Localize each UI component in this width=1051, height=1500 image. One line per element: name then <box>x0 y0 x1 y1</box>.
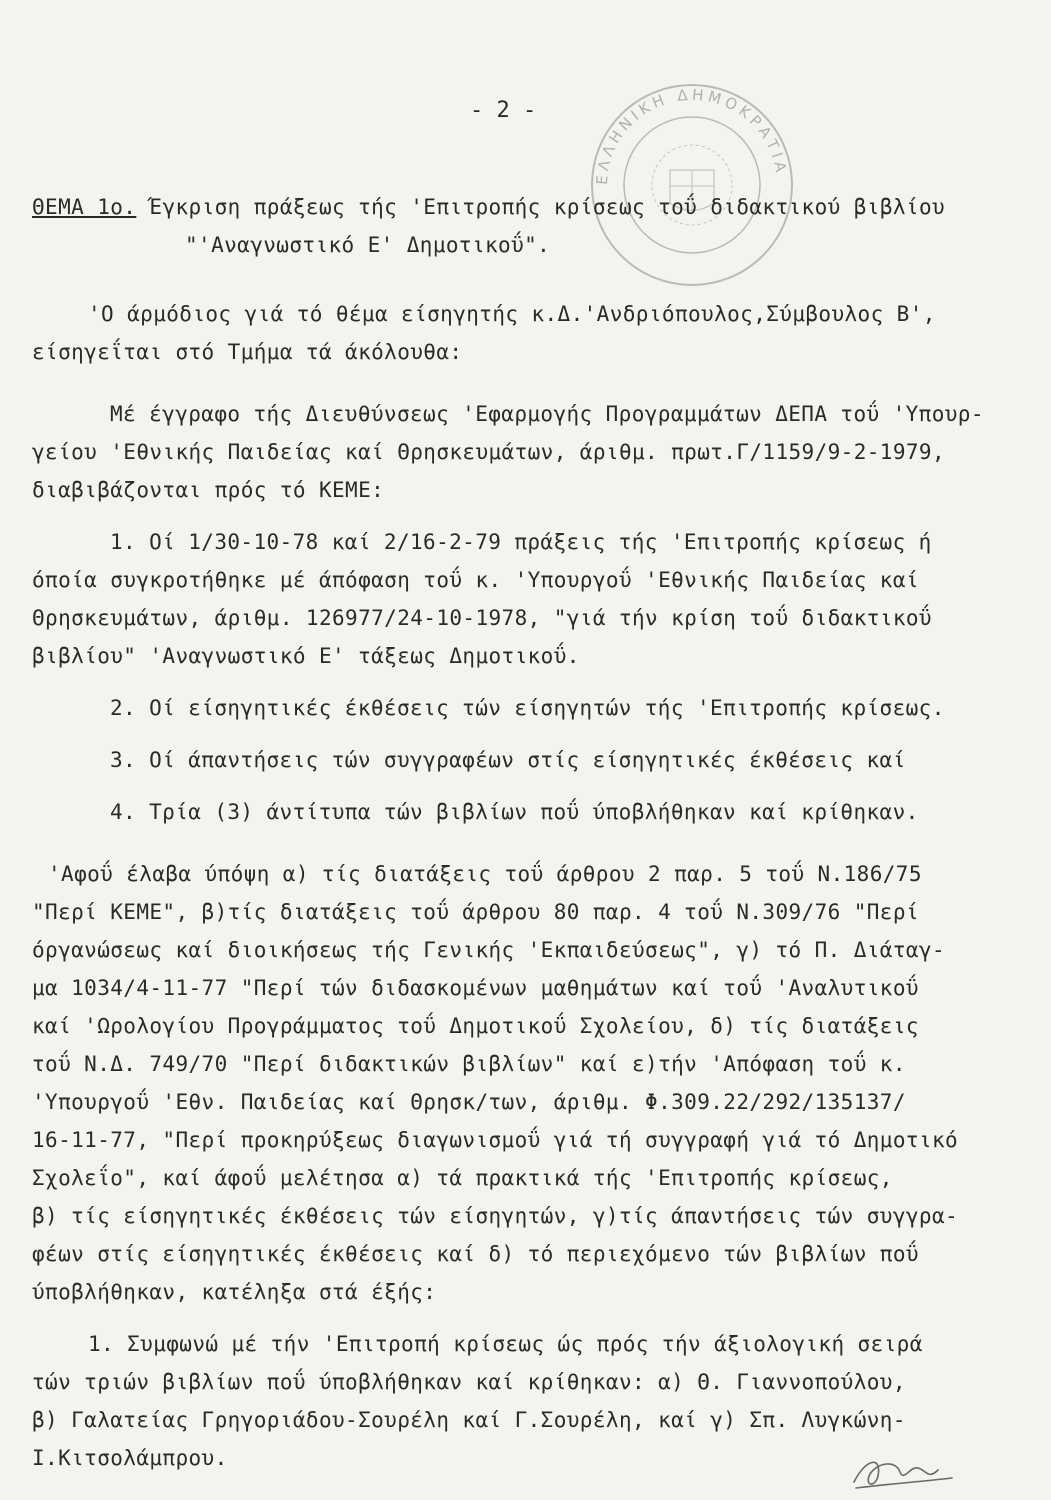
text-line: τοΰ Ν.Δ. 749/70 "Περί διδακτικών βιβλίων" καί ε)τήν 'Απόφαση τοΰ κ. <box>32 1052 906 1076</box>
text-line: φέων στίς είσηγητικές έκθέσεις καί δ) τό περιεχόμενο τών βιβλίων ποΰ <box>32 1242 919 1266</box>
text-line: 'Αφοΰ έλαβα ύπόψη α) τίς διατάξεις τοΰ άρθρου 2 παρ. 5 τοΰ Ν.186/75 <box>48 862 922 886</box>
text-line: "Περί ΚΕΜΕ", β)τίς διατάξεις τοΰ άρθρου 80 παρ. 4 τοΰ Ν.309/76 "Περί <box>32 900 919 924</box>
list-item: 1. Οί 1/30-10-78 καί 2/16-2-79 πράξεις τής 'Επιτροπής κρίσεως ή <box>110 530 932 554</box>
text-line: ύποβλήθηκαν, κατέληξα στά έξής: <box>32 1280 437 1304</box>
text-line: είσηγεΐται στό Τμήμα τά άκόλουθα: <box>32 340 463 364</box>
text-line: γείου 'Εθνικής Παιδείας καί Θρησκευμάτων, άριθμ. πρωτ.Γ/1159/9-2-1979, <box>32 440 946 464</box>
page-number: - 2 - <box>470 98 537 123</box>
text-line: τών τριών βιβλίων ποΰ ύποβλήθηκαν καί κρίθηκαν: α) Θ. Γιαννοπούλου, <box>32 1370 906 1394</box>
text-line: Θρησκευμάτων, άριθμ. 126977/24-10-1978, "γιά τήν κρίση τοΰ διδακτικοΰ <box>32 606 932 630</box>
text-line: βιβλίου" 'Αναγνωστικό Ε' τάξεως Δημοτικοΰ. <box>32 644 580 668</box>
text-line: "'Αναγνωστικό Ε' Δημοτικοΰ". <box>185 233 551 257</box>
text-line: μα 1034/4-11-77 "Περί τών διδασκομένων μαθημάτων καί τοΰ 'Αναλυτικοΰ <box>32 976 919 1000</box>
official-stamp-icon <box>585 78 800 293</box>
signature-icon <box>848 1448 958 1496</box>
list-item: 1. Συμφωνώ μέ τήν 'Επιτροπή κρίσεως ώς πρός τήν άξιολογική σειρά <box>88 1332 923 1356</box>
subject-label: ΘΕΜΑ 1ο. <box>32 195 137 219</box>
text-line: 'Ο άρμόδιος γιά τό θέμα είσηγητής κ.Δ.'Ανδριόπουλος,Σύμβουλος Β', <box>88 302 936 326</box>
text-line: Ι.Κιτσολάμπρου. <box>32 1446 228 1470</box>
text-line: 'Υπουργοΰ 'Εθν. Παιδείας καί Θρησκ/των, άριθμ. Φ.309.22/292/135137/ <box>32 1090 906 1114</box>
text-line: Μέ έγγραφο τής Διευθύνσεως 'Εφαρμογής Προγραμμάτων ΔΕΠΑ τοΰ 'Υπουρ- <box>110 402 984 426</box>
stamp-text: ΕΛΛΗΝΙΚΗ ΔΗΜΟΚΡΑΤΙΑ <box>592 85 791 186</box>
text-line: διαβιβάζονται πρός τό ΚΕΜΕ: <box>32 478 385 502</box>
text-line: καί 'Ωρολογίου Προγράμματος τοΰ Δημοτικοΰ Σχολείου, δ) τίς διατάξεις <box>32 1014 919 1038</box>
text-line: όποία συγκροτήθηκε μέ άπόφαση τοΰ κ. 'Υπουργοΰ 'Εθνικής Παιδείας καί <box>32 568 919 592</box>
text-line: Σχολεΐο", καί άφοΰ μελέτησα α) τά πρακτικά τής 'Επιτροπής κρίσεως, <box>32 1166 893 1190</box>
list-item: 2. Οί είσηγητικές έκθέσεις τών είσηγητών τής 'Επιτροπής κρίσεως. <box>110 696 945 720</box>
text-line: όργανώσεως καί διοικήσεως τής Γενικής 'Εκπαιδεύσεως", γ) τό Π. Διάταγ- <box>32 938 946 962</box>
text-line: β) Γαλατείας Γρηγοριάδου-Σουρέλη καί Γ.Σουρέλη, καί γ) Σπ. Λυγκώνη- <box>32 1408 906 1432</box>
text-line: β) τίς είσηγητικές έκθέσεις τών είσηγητών, γ)τίς άπαντήσεις τών συγγρα- <box>32 1204 959 1228</box>
text-line: 16-11-77, "Περί προκηρύξεως διαγωνισμοΰ γιά τή συγγραφή γιά τό Δημοτικό <box>32 1128 959 1152</box>
list-item: 4. Τρία (3) άντίτυπα τών βιβλίων ποΰ ύποβλήθηκαν καί κρίθηκαν. <box>110 800 919 824</box>
list-item: 3. Οί άπαντήσεις τών συγγραφέων στίς είσηγητικές έκθέσεις καί <box>110 748 906 772</box>
subject-line: ΘΕΜΑ 1ο. Έγκριση πράξεως τής 'Επιτροπής κρίσεως τοΰ διδακτικού βιβλίου <box>32 195 946 219</box>
